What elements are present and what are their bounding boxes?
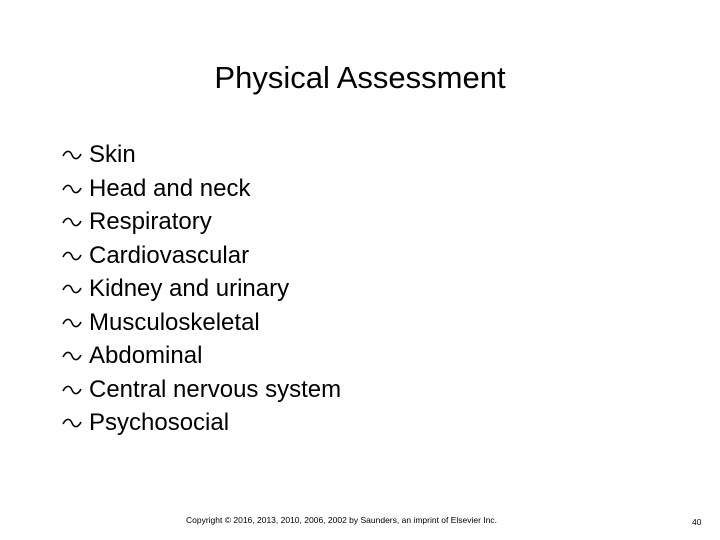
bullet-item-kidney-and-urinary [62,272,341,306]
wave-bullet-icon [62,217,82,227]
bullet-label: Kidney and urinary [89,275,290,302]
page-number: 40 [692,517,702,527]
wave-bullet-icon [62,318,82,328]
wave-bullet-icon [62,184,82,194]
bullet-label: Head and neck [89,174,251,202]
bullet-label: Psychosocial [89,409,230,436]
bullet-label: Abdominal [89,342,203,369]
bullet-item-central-nervous-system [62,373,341,407]
bullet-list [62,138,341,440]
wave-bullet-icon [62,251,82,261]
bullet-label: Central nervous system [89,375,342,403]
wave-bullet-icon [62,150,82,160]
wave-bullet-icon [62,284,82,294]
bullet-label: Skin [89,141,136,168]
wave-bullet-icon [62,351,82,361]
bullet-item-respiratory [62,205,341,239]
bullet-item-cardiovascular [62,239,341,273]
bullet-item-skin [62,138,341,172]
slide-title: Physical Assessment [214,60,506,95]
bullet-item-psychosocial [62,406,341,440]
bullet-label: Musculoskeletal [89,308,260,336]
wave-bullet-icon [62,418,82,428]
bullet-label: Respiratory [89,208,212,235]
footer-copyright: Copyright © 2016, 2013, 2010, 2006, 2002 by Saunders, an imprint of Elsevier Inc. [186,515,498,525]
bullet-item-head-and-neck [62,172,341,206]
bullet-label: Cardiovascular [89,241,250,269]
bullet-item-abdominal [62,339,341,373]
wave-bullet-icon [62,385,82,395]
bullet-item-musculoskeletal [62,306,341,340]
